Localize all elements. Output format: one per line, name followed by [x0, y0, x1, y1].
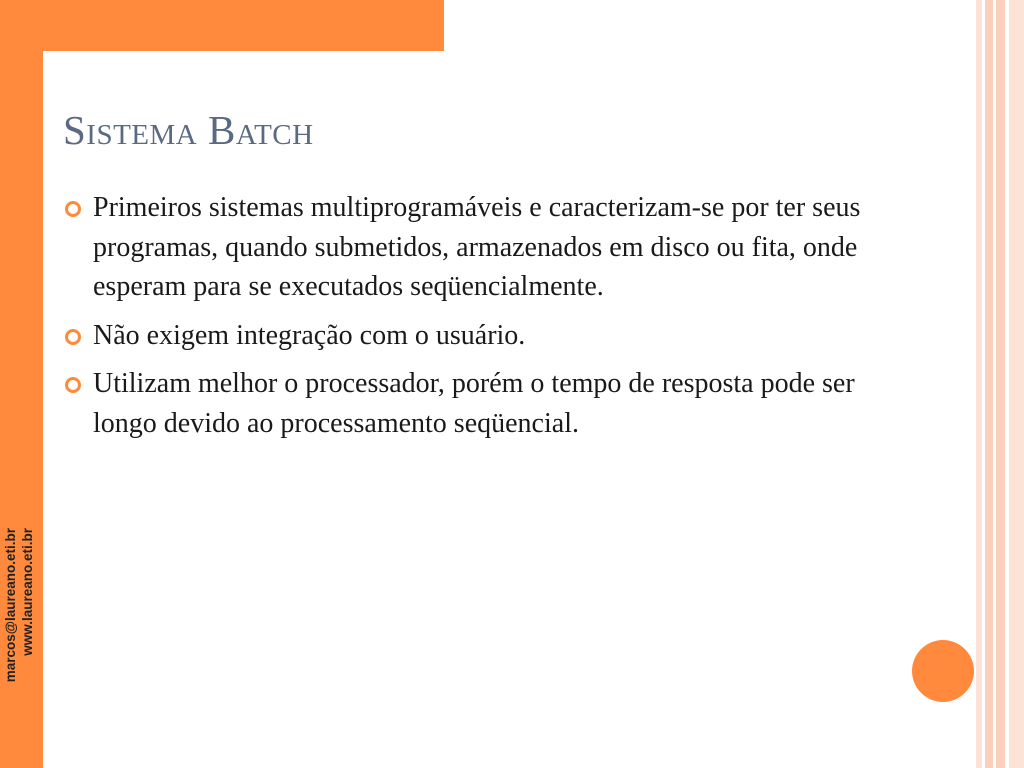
author-contact [2, 528, 42, 728]
stripe [996, 0, 1005, 768]
right-stripe-decoration [976, 0, 1024, 768]
bullet-item [63, 188, 883, 307]
author-website[interactable]: www.laureano.eti.br [20, 528, 35, 656]
bullet-text: Utilizam melhor o processador, porém o tempo de resposta pode ser longo devido ao processamento seqüencial. [93, 368, 855, 439]
stripe [1009, 0, 1024, 768]
bullet-list [63, 188, 883, 452]
top-accent-bar [43, 0, 444, 51]
author-email[interactable]: marcos@laureano.eti.br [3, 528, 18, 683]
bullet-item [63, 316, 883, 356]
bullet-circle-icon [65, 201, 81, 217]
bullet-text: Primeiros sistemas multiprogramáveis e caracterizam-se por ter seus programas, quando submetidos, armazenados em disco ou fita, onde esperam para se executados seqüencialmente. [93, 192, 861, 302]
stripe [985, 0, 993, 768]
decorative-circle [912, 640, 974, 702]
bullet-text: Não exigem integração com o usuário. [93, 319, 526, 351]
bullet-circle-icon [65, 377, 81, 393]
slide-title: Sistema Batch [63, 107, 314, 153]
bullet-circle-icon [65, 329, 81, 345]
bullet-item [63, 364, 883, 443]
